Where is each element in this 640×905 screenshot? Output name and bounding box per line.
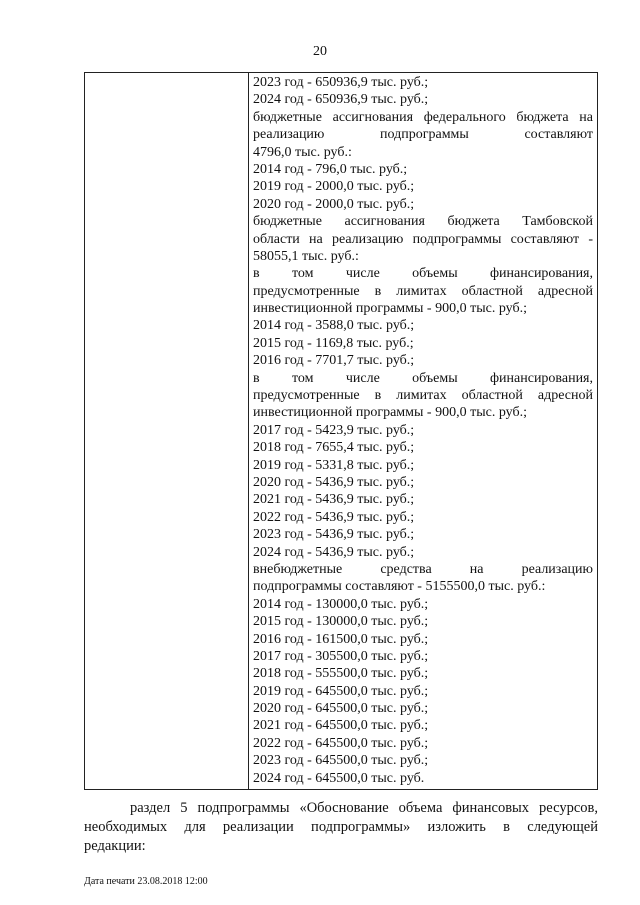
funding-line: 2017 год - 5423,9 тыс. руб.; [253, 422, 415, 438]
funding-line: 2019 год - 5331,8 тыс. руб.; [253, 457, 415, 473]
funding-line: в том числе объемы финансирования, [253, 266, 593, 282]
funding-line: 2014 год - 796,0 тыс. руб.; [253, 161, 408, 177]
paragraph-line: редакции: [84, 838, 146, 854]
funding-line: 2024 год - 5436,9 тыс. руб.; [253, 544, 415, 560]
funding-line: 2015 год - 130000,0 тыс. руб.; [253, 614, 429, 630]
paragraph-line: необходимых для реализации подпрограммы» изложить в следующей [84, 819, 598, 835]
funding-line: 2024 год - 650936,9 тыс. руб.; [253, 92, 429, 108]
funding-table [84, 72, 598, 790]
funding-line: бюджетные ассигнования федерального бюджета на [253, 109, 593, 125]
funding-line: 2017 год - 305500,0 тыс. руб.; [253, 648, 429, 664]
funding-line: 2016 год - 7701,7 тыс. руб.; [253, 353, 415, 369]
paragraph-line: раздел 5 подпрограммы «Обоснование объема финансовых ресурсов, [130, 800, 598, 816]
funding-line: инвестиционной программы - 900,0 тыс. руб.; [253, 301, 527, 317]
funding-line: 2021 год - 645500,0 тыс. руб.; [253, 718, 429, 734]
funding-line: подпрограммы составляют - 5155500,0 тыс. руб.: [253, 579, 546, 595]
funding-line: 2015 год - 1169,8 тыс. руб.; [253, 335, 414, 351]
print-date: Дата печати 23.08.2018 12:00 [84, 876, 208, 887]
funding-line: бюджетные ассигнования бюджета Тамбовской [253, 214, 593, 230]
page-number: 20 [313, 44, 327, 59]
funding-line: реализацию подпрограммы составляют [253, 127, 593, 143]
funding-line: 2020 год - 5436,9 тыс. руб.; [253, 474, 415, 490]
funding-line: 2023 год - 650936,9 тыс. руб.; [253, 75, 429, 90]
funding-line: в том числе объемы финансирования, [253, 370, 593, 386]
funding-line: предусмотренные в лимитах областной адресной [253, 283, 593, 299]
funding-line: инвестиционной программы - 900,0 тыс. руб.; [253, 405, 527, 421]
amendment-paragraph [84, 799, 598, 856]
funding-line: 2020 год - 2000,0 тыс. руб.; [253, 196, 415, 212]
funding-line: 2018 год - 7655,4 тыс. руб.; [253, 440, 415, 456]
funding-line: 2021 год - 5436,9 тыс. руб.; [253, 492, 415, 508]
funding-line: 2020 год - 645500,0 тыс. руб.; [253, 701, 429, 717]
funding-line: области на реализацию подпрограммы составляют - [253, 231, 593, 247]
table-left-cell [85, 73, 249, 789]
funding-line: 2023 год - 5436,9 тыс. руб.; [253, 527, 415, 543]
funding-line: предусмотренные в лимитах областной адресной [253, 388, 593, 404]
funding-line: 2016 год - 161500,0 тыс. руб.; [253, 631, 429, 647]
funding-line: 2022 год - 645500,0 тыс. руб.; [253, 735, 429, 751]
funding-line: 2022 год - 5436,9 тыс. руб.; [253, 509, 415, 525]
funding-line: 2014 год - 130000,0 тыс. руб.; [253, 596, 429, 612]
funding-line: 58055,1 тыс. руб.: [253, 248, 359, 264]
funding-line: 2024 год - 645500,0 тыс. руб. [253, 770, 425, 786]
funding-line: 4796,0 тыс. руб.: [253, 144, 352, 160]
funding-line: внебюджетные средства на реализацию [253, 561, 593, 577]
funding-line: 2018 год - 555500,0 тыс. руб.; [253, 666, 429, 682]
funding-line: 2019 год - 2000,0 тыс. руб.; [253, 179, 415, 195]
funding-line: 2019 год - 645500,0 тыс. руб.; [253, 683, 429, 699]
table-right-cell [249, 73, 597, 787]
funding-line: 2014 год - 3588,0 тыс. руб.; [253, 318, 415, 334]
funding-line: 2023 год - 645500,0 тыс. руб.; [253, 753, 429, 769]
